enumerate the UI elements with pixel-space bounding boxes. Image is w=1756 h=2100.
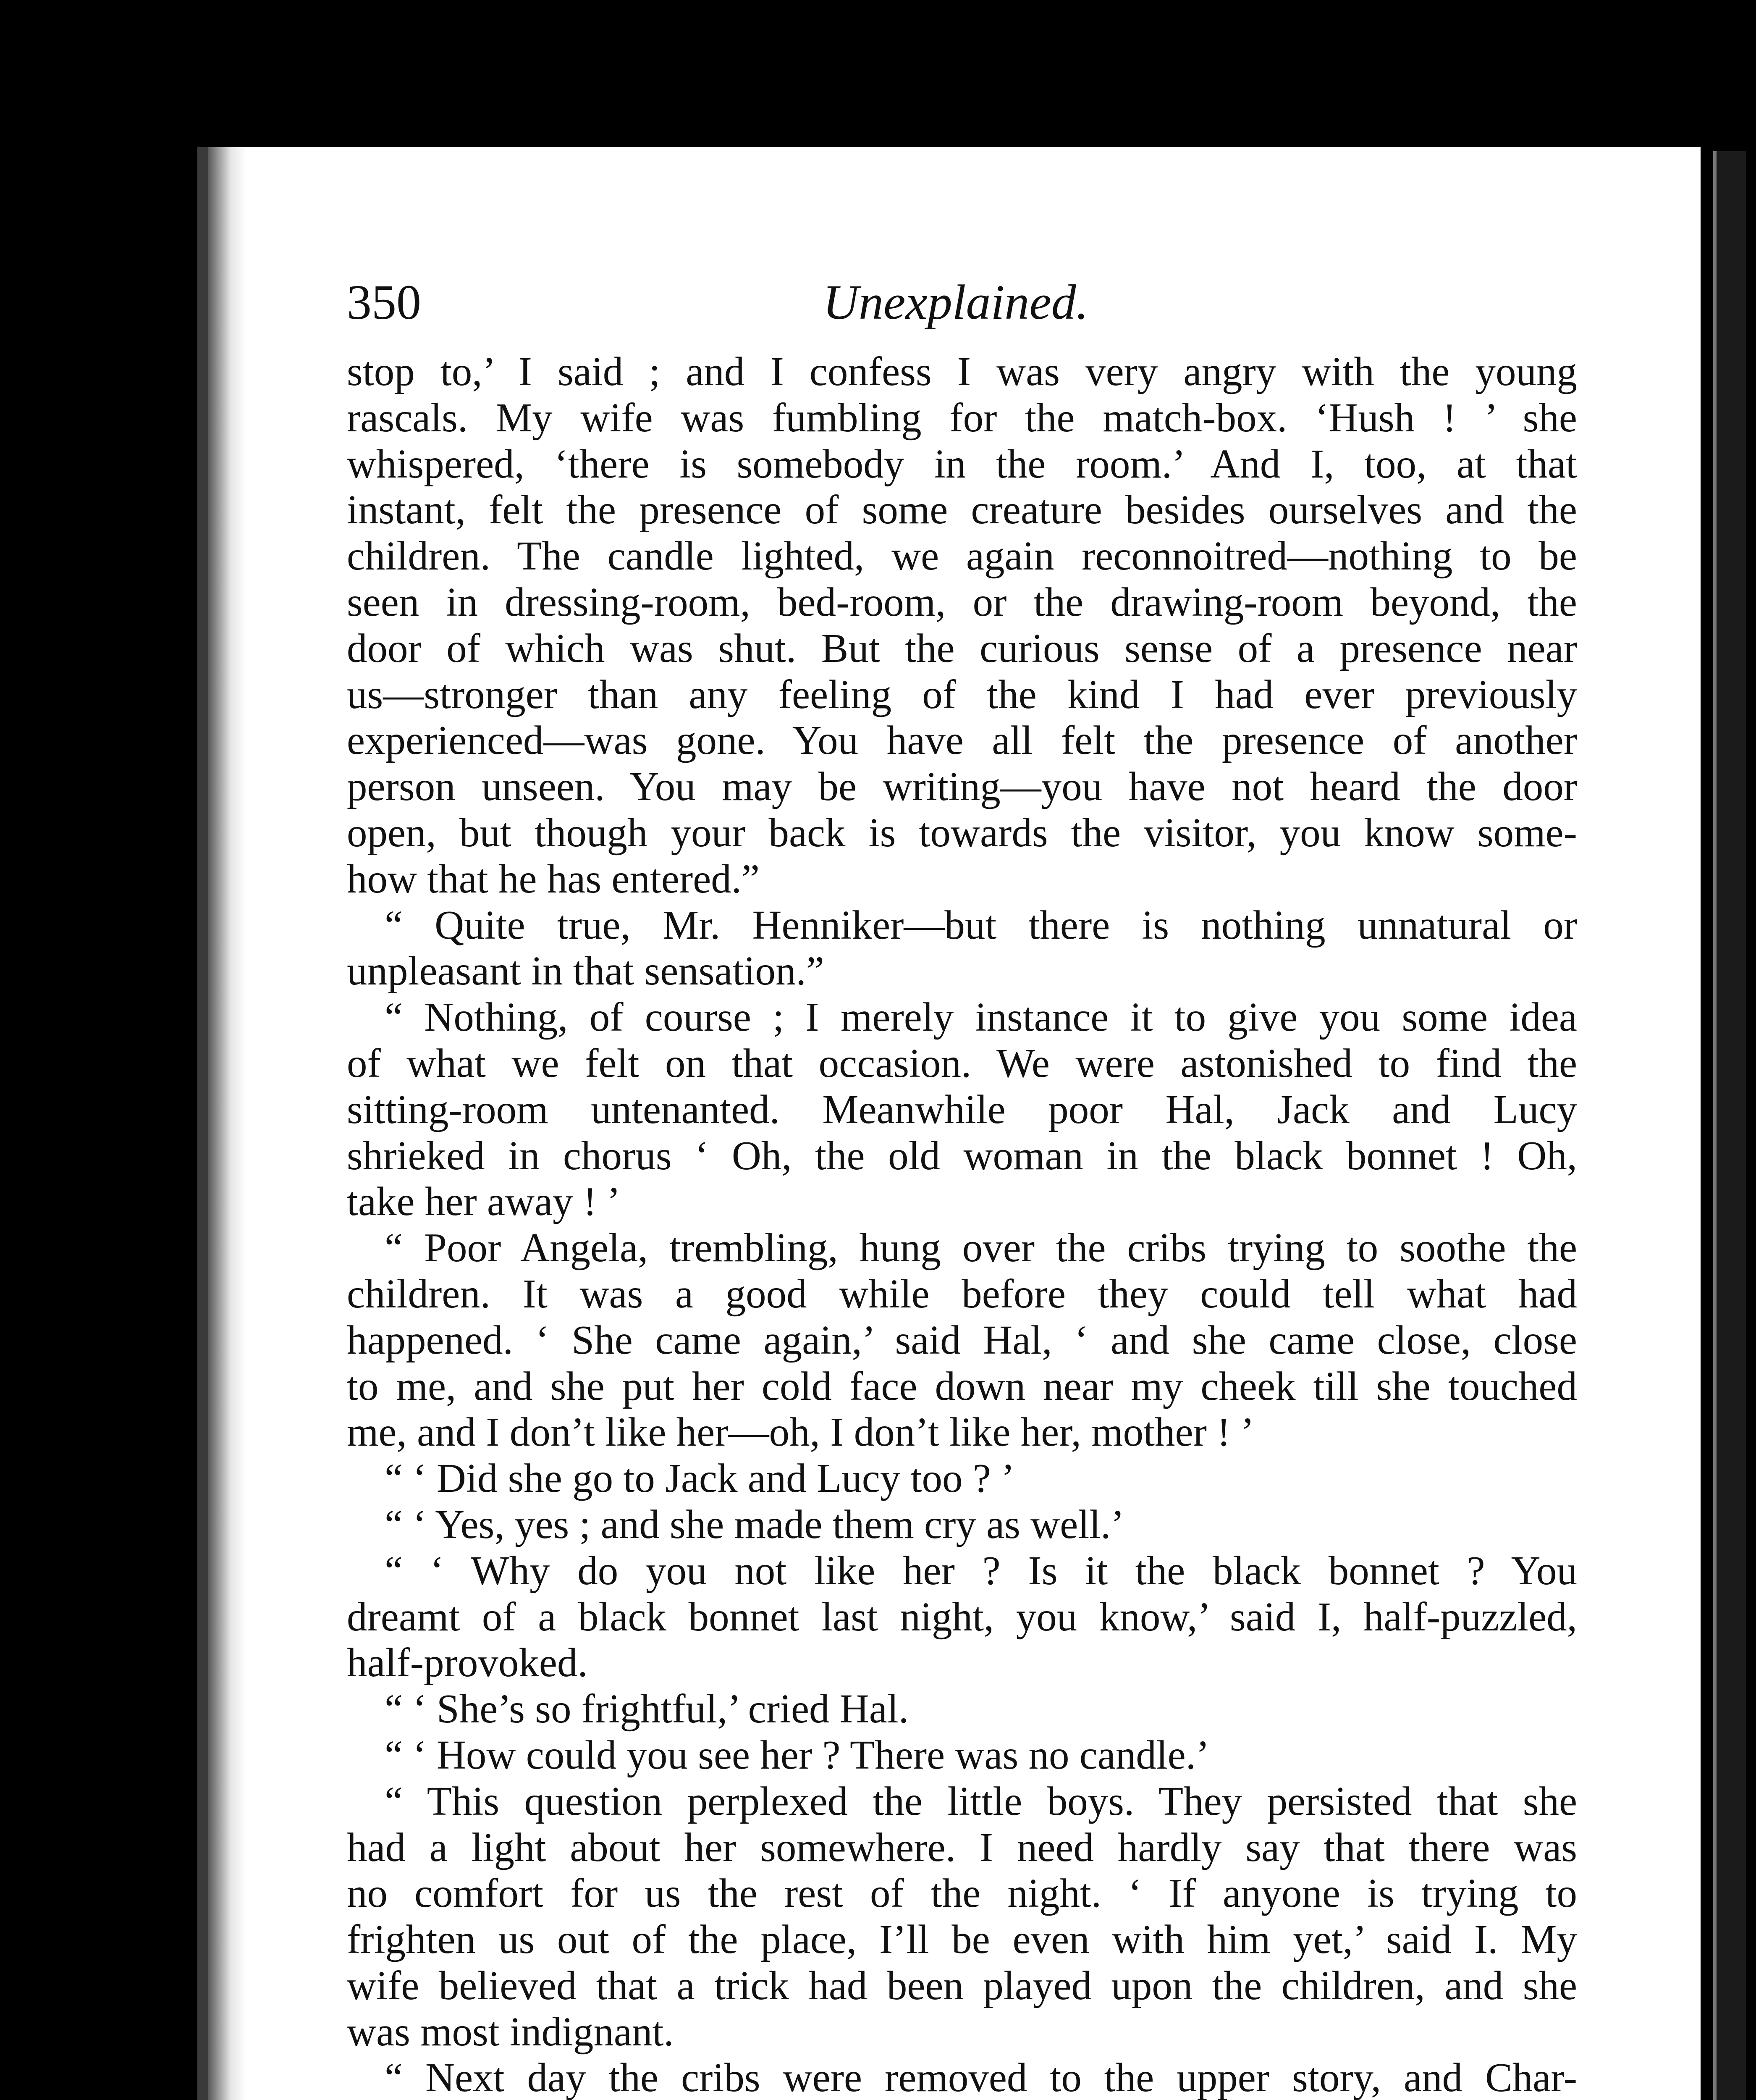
- text-line: experienced—was gone. You have all felt the presence of another: [347, 718, 1577, 763]
- text-line: “ ‘ She’s so frightful,’ cried Hal.: [385, 1686, 909, 1732]
- running-title: Unexplained.: [823, 275, 1089, 330]
- text-line: children. The candle lighted, we again reconnoitred—nothing to be: [347, 533, 1577, 579]
- book-page: [197, 147, 1701, 2100]
- text-line: “ ‘ Yes, yes ; and she made them cry as well.’: [385, 1502, 1124, 1547]
- text-line: dreamt of a black bonnet last night, you know,’ said I, half-puzzled,: [347, 1594, 1577, 1639]
- text-line: “ ‘ How could you see her ? There was no candle.’: [385, 1732, 1210, 1777]
- text-line: whispered, ‘there is somebody in the room.’ And I, too, at that: [347, 441, 1577, 486]
- text-line: unpleasant in that sensation.”: [347, 948, 824, 994]
- text-line: frighten us out of the place, I’ll be even with him yet,’ said I. My: [347, 1917, 1577, 1962]
- text-line: “ This question perplexed the little boys. They persisted that she: [385, 1778, 1577, 1824]
- text-line: children. It was a good while before they could tell what had: [347, 1271, 1577, 1316]
- text-line: to me, and she put her cold face down near my cheek till she touched: [347, 1363, 1577, 1409]
- text-line: door of which was shut. But the curious sense of a presence near: [347, 625, 1577, 671]
- page-gutter-shadow: [208, 147, 246, 2100]
- text-line: “ Poor Angela, trembling, hung over the cribs trying to soothe the: [385, 1225, 1577, 1270]
- text-line: of what we felt on that occasion. We were astonished to find the: [347, 1040, 1577, 1086]
- text-line: rascals. My wife was fumbling for the match-box. ‘Hush ! ’ she: [347, 395, 1577, 440]
- text-line: had a light about her somewhere. I need hardly say that there was: [347, 1824, 1577, 1870]
- text-line: no comfort for us the rest of the night. ‘ If anyone is trying to: [347, 1871, 1577, 1916]
- text-line: me, and I don’t like her—oh, I don’t like her, mother ! ’: [347, 1410, 1254, 1455]
- text-line: stop to,’ I said ; and I confess I was very angry with the young: [347, 349, 1577, 394]
- text-line: how that he has entered.”: [347, 856, 760, 901]
- text-line: wife believed that a trick had been played upon the children, and she: [347, 1963, 1577, 2008]
- running-head: [347, 260, 1565, 344]
- text-line: “ Nothing, of course ; I merely instance it to give you some idea: [385, 995, 1577, 1040]
- body-text: [347, 349, 1577, 2100]
- text-line: take her away ! ’: [347, 1179, 621, 1224]
- text-line: “ ‘ Why do you not like her ? Is it the black bonnet ? You: [385, 1548, 1577, 1593]
- text-line: instant, felt the presence of some creature besides ourselves and the: [347, 487, 1577, 533]
- text-line: open, but though your back is towards the visitor, you know some-: [347, 810, 1577, 855]
- text-line: “ Quite true, Mr. Henniker—but there is nothing unnatural or: [385, 902, 1577, 948]
- text-line: sitting-room untenanted. Meanwhile poor Hal, Jack and Lucy: [347, 1087, 1577, 1132]
- text-line: person unseen. You may be writing—you have not heard the door: [347, 764, 1577, 809]
- next-page-edge: [1713, 151, 1746, 2100]
- page-number: 350: [347, 275, 421, 330]
- text-line: happened. ‘ She came again,’ said Hal, ‘ and she came close, close: [347, 1317, 1577, 1362]
- text-line: “ Next day the cribs were removed to the upper story, and Char-: [385, 2055, 1577, 2100]
- text-line: “ ‘ Did she go to Jack and Lucy too ? ’: [385, 1456, 1015, 1501]
- text-line: was most indignant.: [347, 2009, 674, 2054]
- text-line: half-provoked.: [347, 1640, 588, 1685]
- text-line: us—stronger than any feeling of the kind I had ever previously: [347, 672, 1577, 717]
- text-line: shrieked in chorus ‘ Oh, the old woman in the black bonnet ! Oh,: [347, 1133, 1577, 1178]
- text-line: seen in dressing-room, bed-room, or the drawing-room beyond, the: [347, 579, 1577, 625]
